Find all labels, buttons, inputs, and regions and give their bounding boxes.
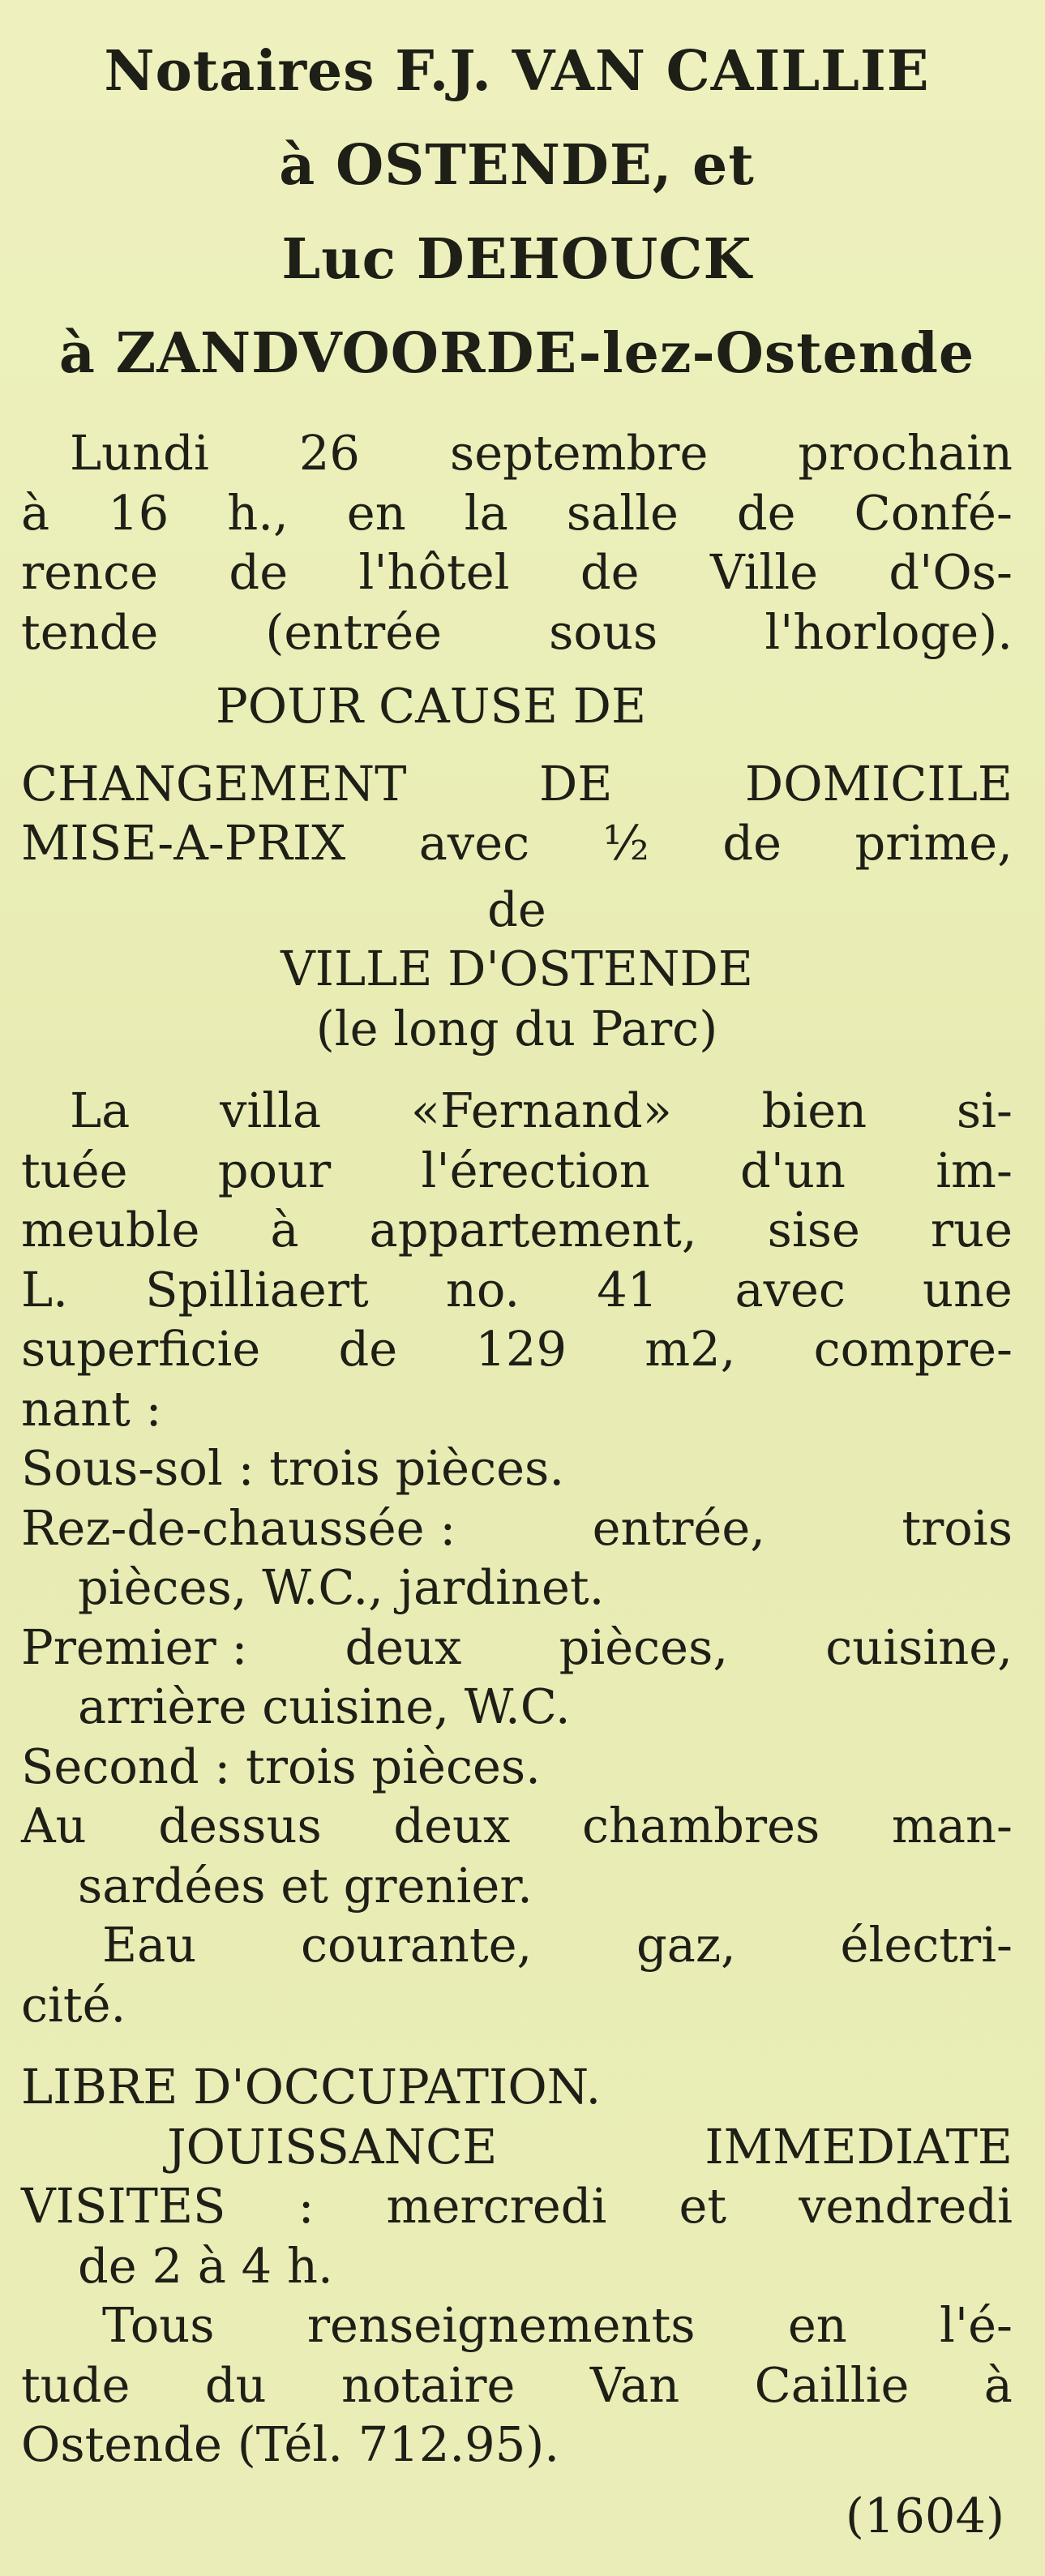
word: gaz, bbox=[636, 1917, 736, 1973]
description-line bbox=[21, 1260, 1013, 1320]
amenities-line: cité. bbox=[21, 1976, 126, 2033]
word: renseignements bbox=[306, 2297, 696, 2353]
word: tende bbox=[21, 603, 159, 660]
description-line bbox=[21, 1081, 1013, 1141]
word: la bbox=[464, 484, 508, 541]
header-line: à OSTENDE, et bbox=[279, 133, 755, 198]
room-line bbox=[21, 1796, 1013, 1856]
occupation-info bbox=[21, 2057, 1013, 2295]
description-line bbox=[21, 1141, 1013, 1201]
word: notaire bbox=[341, 2356, 516, 2413]
word: chambres bbox=[581, 1798, 820, 1854]
word: 41 bbox=[597, 1261, 658, 1318]
room-line bbox=[21, 1737, 1013, 1797]
room-line bbox=[21, 1438, 1013, 1498]
word: Premier : bbox=[21, 1618, 248, 1675]
word: Au bbox=[21, 1798, 87, 1854]
word: Confé- bbox=[854, 484, 1013, 541]
word: IMMEDIATE bbox=[705, 2118, 1013, 2175]
heading-price bbox=[21, 813, 1013, 873]
libre-line: LIBRE D'OCCUPATION. bbox=[21, 2059, 602, 2115]
word: prochain bbox=[798, 425, 1013, 481]
heading-de: de bbox=[487, 881, 546, 937]
word: courante, bbox=[300, 1917, 533, 1973]
word: appartement, bbox=[369, 1202, 697, 1258]
visits-line bbox=[21, 2176, 1013, 2236]
word: : bbox=[298, 2178, 315, 2234]
word: de bbox=[736, 484, 796, 541]
word: rue bbox=[930, 1202, 1013, 1258]
word: 129 bbox=[475, 1321, 567, 1377]
word: sardées et grenier. bbox=[78, 1857, 533, 1914]
word: mercredi bbox=[386, 2178, 607, 2234]
word: à bbox=[983, 2356, 1013, 2413]
word: Eau bbox=[102, 1917, 197, 1973]
heading-cause: POUR CAUSE DE bbox=[216, 678, 647, 734]
notaries-header bbox=[21, 0, 1013, 401]
word: d'un bbox=[739, 1142, 846, 1198]
header-line: à ZANDVOORDE-lez-Ostende bbox=[58, 321, 975, 386]
intro-line bbox=[21, 602, 1013, 662]
word: Second : trois pièces. bbox=[21, 1738, 541, 1794]
word: l'horloge). bbox=[764, 603, 1013, 660]
word: en bbox=[346, 484, 406, 541]
contact-line bbox=[21, 2355, 1013, 2415]
word: pour bbox=[217, 1142, 332, 1198]
word: man- bbox=[891, 1798, 1013, 1854]
word: Ville bbox=[709, 544, 819, 600]
description-line: nant : bbox=[21, 1380, 162, 1437]
word: Spilliaert bbox=[145, 1261, 369, 1318]
amenities-line bbox=[21, 1915, 1013, 1975]
word: si- bbox=[956, 1082, 1013, 1138]
room-line bbox=[21, 1558, 1013, 1618]
word: de bbox=[722, 815, 782, 871]
room-line bbox=[21, 1856, 1013, 1916]
word: La bbox=[70, 1082, 131, 1138]
header-line: Luc DEHOUCK bbox=[281, 227, 752, 292]
word: pièces, W.C., jardinet. bbox=[78, 1559, 605, 1615]
word: Van bbox=[589, 2356, 680, 2413]
contact-line bbox=[21, 2295, 1013, 2355]
reference-number: (1604) bbox=[845, 2487, 1004, 2544]
word: deux bbox=[393, 1798, 511, 1854]
room-list bbox=[21, 1438, 1013, 1915]
word: deux bbox=[345, 1618, 462, 1675]
word: à bbox=[21, 484, 50, 541]
word: et bbox=[679, 2178, 727, 2234]
property-description bbox=[21, 1081, 1013, 1438]
intro-line bbox=[21, 423, 1013, 483]
word: rence bbox=[21, 544, 159, 600]
word: arrière cuisine, W.C. bbox=[78, 1678, 571, 1734]
word: à bbox=[270, 1202, 299, 1258]
word: électri- bbox=[840, 1917, 1013, 1973]
word: no. bbox=[445, 1261, 520, 1318]
word: du bbox=[204, 2356, 267, 2413]
heading-change bbox=[21, 754, 1013, 814]
sale-headings bbox=[21, 676, 1013, 1058]
intro-line bbox=[21, 483, 1013, 543]
word: l'hôtel bbox=[358, 544, 510, 600]
word: DE bbox=[539, 755, 613, 812]
word: im- bbox=[936, 1142, 1013, 1198]
word: vendredi bbox=[799, 2178, 1013, 2234]
word: avec bbox=[418, 815, 530, 871]
word: de bbox=[229, 544, 289, 600]
word: villa bbox=[220, 1082, 322, 1138]
sale-intro bbox=[21, 423, 1013, 662]
word: Tous bbox=[102, 2297, 215, 2353]
word: compre- bbox=[813, 1321, 1013, 1377]
word: CHANGEMENT bbox=[21, 755, 407, 812]
word: Lundi bbox=[70, 425, 209, 481]
word: (entrée bbox=[265, 603, 443, 660]
word: tude bbox=[21, 2356, 131, 2413]
heading-city: VILLE D'OSTENDE bbox=[281, 941, 753, 997]
room-line bbox=[21, 1618, 1013, 1678]
room-line bbox=[21, 1677, 1013, 1737]
jouissance-line bbox=[21, 2117, 1013, 2177]
word: sise bbox=[767, 1202, 860, 1258]
contact-info bbox=[21, 2295, 1013, 2475]
word: l'é- bbox=[940, 2297, 1013, 2353]
word: entrée, bbox=[592, 1499, 766, 1556]
visits-hours: de 2 à 4 h. bbox=[78, 2237, 333, 2294]
word: pièces, bbox=[559, 1618, 729, 1675]
word: JOUISSANCE bbox=[167, 2118, 498, 2175]
intro-line bbox=[21, 542, 1013, 602]
word: meuble bbox=[21, 1202, 200, 1258]
heading-location: (le long du Parc) bbox=[315, 1000, 718, 1057]
word: trois bbox=[902, 1499, 1013, 1556]
word: l'érection bbox=[421, 1142, 650, 1198]
word: L. bbox=[21, 1261, 68, 1318]
word: 16 bbox=[108, 484, 169, 541]
word: de bbox=[580, 544, 640, 600]
word: «Fernand» bbox=[410, 1082, 672, 1138]
word: d'Os- bbox=[889, 544, 1013, 600]
word: VISITES bbox=[21, 2178, 226, 2234]
word: sous bbox=[549, 603, 658, 660]
word: Rez-de-chaussée : bbox=[21, 1499, 456, 1556]
word: en bbox=[787, 2297, 847, 2353]
word: de bbox=[338, 1321, 398, 1377]
word: une bbox=[923, 1261, 1013, 1318]
word: bien bbox=[761, 1082, 867, 1138]
word: DOMICILE bbox=[744, 755, 1013, 812]
word: cuisine, bbox=[825, 1618, 1013, 1675]
word: ½ bbox=[602, 815, 649, 871]
room-line bbox=[21, 1498, 1013, 1558]
word: salle bbox=[566, 484, 679, 541]
word: dessus bbox=[158, 1798, 322, 1854]
word: avec bbox=[734, 1261, 846, 1318]
word: h., bbox=[227, 484, 289, 541]
word: Caillie bbox=[754, 2356, 910, 2413]
amenities bbox=[21, 1915, 1013, 2034]
word: prime, bbox=[854, 815, 1013, 871]
word: superficie bbox=[21, 1321, 261, 1377]
word: m2, bbox=[645, 1321, 736, 1377]
word: 26 bbox=[298, 425, 360, 481]
description-line bbox=[21, 1319, 1013, 1379]
header-line: Notaires F.J. VAN CAILLIE bbox=[104, 39, 930, 104]
contact-line: Ostende (Tél. 712.95). bbox=[21, 2416, 560, 2472]
word: septembre bbox=[449, 425, 709, 481]
word: Sous-sol : trois pièces. bbox=[21, 1440, 565, 1496]
word: tuée bbox=[21, 1142, 128, 1198]
word: MISE-A-PRIX bbox=[21, 815, 346, 871]
description-line bbox=[21, 1200, 1013, 1260]
